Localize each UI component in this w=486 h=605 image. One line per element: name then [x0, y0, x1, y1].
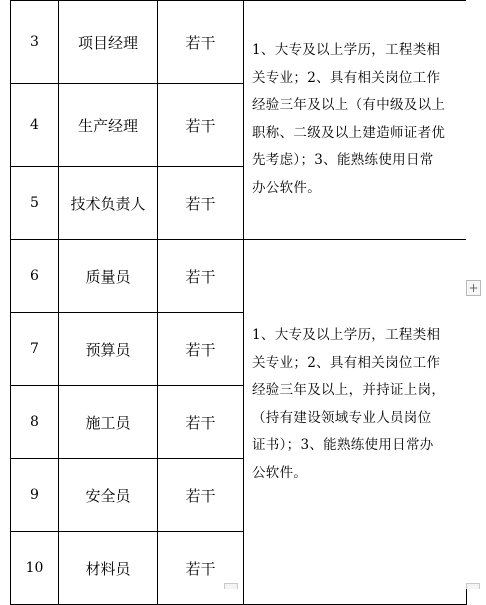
position-name: 质量员 — [59, 240, 158, 313]
requirement-line: 1、大专及以上学历，工程类相 — [252, 327, 441, 343]
recruitment-table — [10, 0, 467, 605]
requirement-line: 经验三年及以上，并持证上岗， — [252, 382, 446, 398]
column-resize-handle[interactable] — [224, 583, 238, 589]
requirement-line: 公软件。 — [252, 464, 308, 481]
headcount: 若干 — [158, 313, 244, 386]
requirement-line: 职称、二级及以上建造师证者优 — [252, 124, 446, 141]
position-name: 生产经理 — [59, 84, 158, 167]
requirement-line: 证书）；3、能熟练使用日常办 — [252, 437, 434, 453]
row-number: 4 — [11, 84, 59, 167]
requirement-line: 经验三年及以上（有中级及以上 — [252, 97, 446, 113]
position-name: 项目经理 — [59, 1, 158, 84]
headcount: 若干 — [158, 386, 244, 459]
row-number: 6 — [11, 240, 59, 313]
row-number: 7 — [11, 313, 59, 386]
plus-icon[interactable]: + — [466, 280, 481, 296]
requirement-line: 关专业；2、具有相关岗位工作 — [252, 69, 441, 86]
requirement-line: 1、大专及以上学历，工程类相 — [252, 42, 441, 58]
headcount: 若干 — [158, 532, 244, 605]
requirement-line: （持有建设领域专业人员岗位 — [252, 409, 432, 426]
row-number: 8 — [11, 386, 59, 459]
row-number: 9 — [11, 459, 59, 532]
table-resize-handle[interactable] — [466, 583, 480, 589]
requirements-cell — [244, 1, 467, 240]
table-row — [11, 240, 467, 313]
position-name: 施工员 — [59, 386, 158, 459]
requirement-line: 先考虑）；3、能熟练使用日常 — [252, 152, 434, 168]
headcount: 若干 — [158, 84, 244, 167]
headcount: 若干 — [158, 459, 244, 532]
row-number: 5 — [11, 167, 59, 240]
table-row — [11, 1, 467, 84]
position-name: 技术负责人 — [59, 167, 158, 240]
requirement-line: 关专业；2、具有相关岗位工作 — [252, 354, 441, 371]
position-name: 安全员 — [59, 459, 158, 532]
row-number: 3 — [11, 1, 59, 84]
position-name: 预算员 — [59, 313, 158, 386]
row-number: 10 — [11, 532, 59, 605]
requirements-cell — [244, 240, 467, 605]
requirement-line: 办公软件。 — [252, 179, 321, 196]
headcount: 若干 — [158, 167, 244, 240]
headcount: 若干 — [158, 1, 244, 84]
position-name: 材料员 — [59, 532, 158, 605]
headcount: 若干 — [158, 240, 244, 313]
